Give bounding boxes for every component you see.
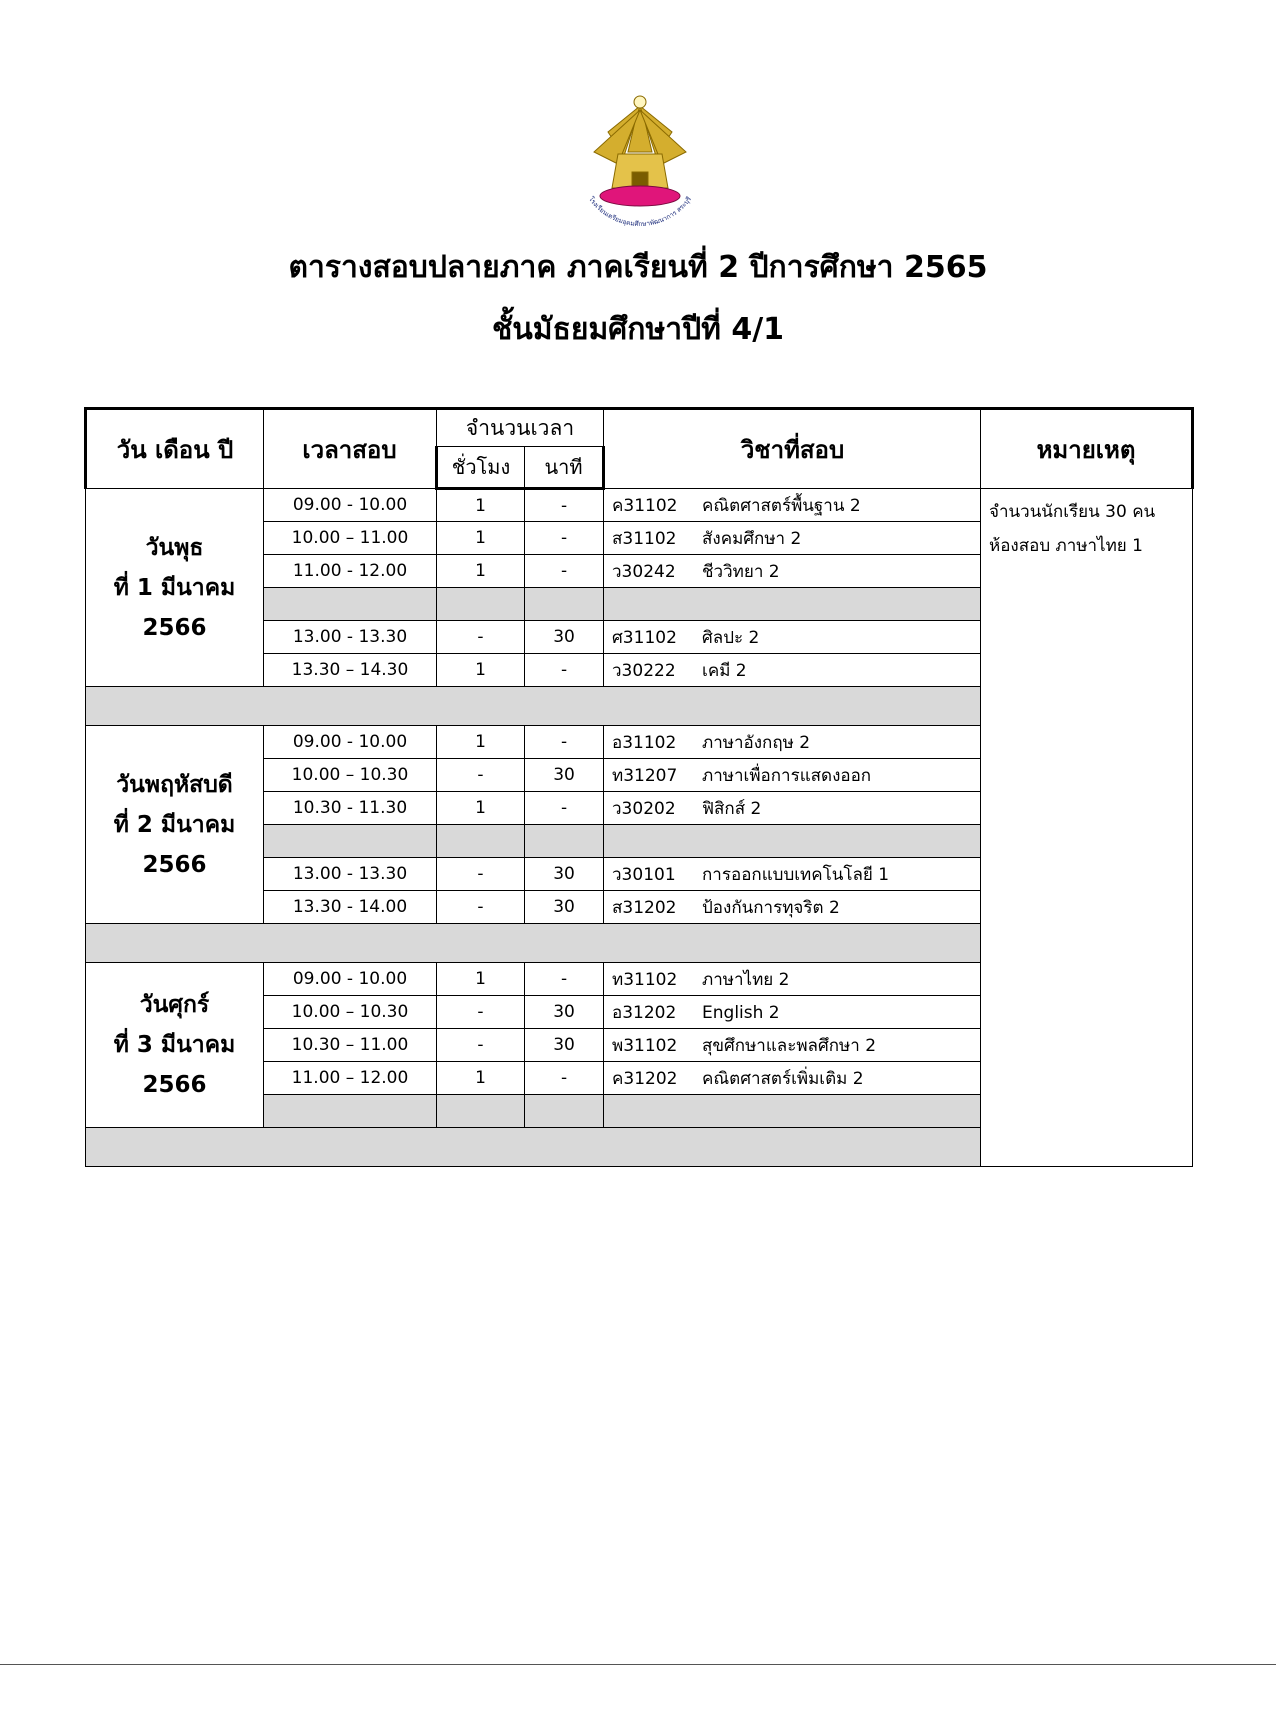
page-bottom-divider [0, 1664, 1276, 1665]
emblem-text: โรงเรียนเตรียมอุดมศึกษาพัฒนาการ สระบุรี [587, 195, 693, 228]
header-hours: ชั่วโมง [437, 447, 525, 489]
subject-code: ว30222 [612, 660, 676, 681]
day-name: วันศุกร์ [139, 992, 210, 1018]
subject-cell [604, 963, 981, 996]
break-cell [264, 825, 437, 858]
subject-cell [604, 996, 981, 1029]
subject-code: ว30101 [612, 864, 676, 885]
subject-cell [604, 489, 981, 522]
break-cell [604, 588, 981, 621]
remark-cell [981, 489, 1193, 1167]
subject-name: คณิตศาสตร์เพิ่มเติม 2 [702, 1068, 864, 1089]
subject-name: ป้องกันการทุจริต 2 [702, 897, 840, 918]
hours-cell: 1 [437, 654, 525, 687]
minutes-cell: 30 [525, 996, 604, 1029]
day-year: 2566 [142, 851, 207, 878]
subject-cell [604, 792, 981, 825]
remark-students: จำนวนนักเรียน 30 คน [989, 502, 1156, 522]
table-row [86, 489, 1193, 522]
minutes-cell: - [525, 489, 604, 522]
hours-cell: 1 [437, 489, 525, 522]
subject-cell [604, 891, 981, 924]
day-cell [86, 489, 264, 687]
hours-cell: 1 [437, 1062, 525, 1095]
break-cell [525, 588, 604, 621]
break-cell [264, 1095, 437, 1128]
time-cell: 10.00 – 10.30 [264, 759, 437, 792]
subject-cell [604, 522, 981, 555]
minutes-cell: 30 [525, 1029, 604, 1062]
subject-cell [604, 621, 981, 654]
subject-name: เคมี 2 [702, 660, 747, 681]
hours-cell: - [437, 621, 525, 654]
subject-code: ส31202 [612, 897, 677, 918]
subject-code: อ31202 [612, 1002, 677, 1023]
time-cell: 10.30 – 11.00 [264, 1029, 437, 1062]
minutes-cell: - [525, 522, 604, 555]
break-cell [604, 1095, 981, 1128]
subject-cell [604, 759, 981, 792]
subject-name: English 2 [702, 1002, 780, 1023]
subject-code: ว30202 [612, 798, 676, 819]
hours-cell: - [437, 1029, 525, 1062]
time-cell: 09.00 - 10.00 [264, 489, 437, 522]
break-cell [525, 1095, 604, 1128]
minutes-cell: 30 [525, 621, 604, 654]
separator-cell [86, 687, 981, 726]
hours-cell: 1 [437, 792, 525, 825]
time-cell: 11.00 - 12.00 [264, 555, 437, 588]
minutes-cell: 30 [525, 759, 604, 792]
subject-name: ฟิสิกส์ 2 [702, 798, 762, 819]
remark-room: ห้องสอบ ภาษาไทย 1 [989, 536, 1143, 556]
exam-schedule-table [84, 407, 1194, 1167]
day-name: วันพุธ [145, 534, 204, 561]
minutes-cell: 30 [525, 858, 604, 891]
hours-cell: - [437, 891, 525, 924]
subject-name: ชีววิทยา 2 [702, 561, 780, 582]
hours-cell: 1 [437, 963, 525, 996]
break-cell [437, 588, 525, 621]
school-emblem-icon [568, 92, 712, 232]
subject-cell [604, 555, 981, 588]
page-title: ตารางสอบปลายภาค ภาคเรียนที่ 2 ปีการศึกษา 2565 [288, 250, 988, 285]
header-duration: จำนวนเวลา [437, 409, 604, 447]
subject-code: ค31202 [612, 1068, 678, 1089]
day-date: ที่ 2 มีนาคม [113, 811, 236, 838]
break-cell [437, 825, 525, 858]
header-time: เวลาสอบ [264, 409, 437, 489]
subject-name: ศิลปะ 2 [702, 627, 760, 648]
subject-code: พ31102 [612, 1035, 678, 1056]
time-cell: 09.00 - 10.00 [264, 726, 437, 759]
time-cell: 13.30 – 14.30 [264, 654, 437, 687]
subject-name: ภาษาเพื่อการแสดงออก [702, 765, 872, 786]
page-subtitle: ชั้นมัธยมศึกษาปีที่ 4/1 [491, 312, 785, 347]
day-name: วันพฤหัสบดี [116, 771, 233, 798]
subject-name: การออกแบบเทคโนโลยี 1 [702, 864, 890, 885]
subject-name: ภาษาอังกฤษ 2 [702, 732, 811, 753]
separator-cell [86, 1128, 981, 1167]
time-cell: 13.30 - 14.00 [264, 891, 437, 924]
subject-cell [604, 858, 981, 891]
day-cell [86, 726, 264, 924]
subject-code: ศ31102 [612, 627, 677, 648]
subject-name: ภาษาไทย 2 [702, 969, 790, 990]
hours-cell: - [437, 759, 525, 792]
day-year: 2566 [142, 1072, 207, 1098]
subject-code: อ31102 [612, 732, 677, 753]
day-date: ที่ 3 มีนาคม [113, 1032, 236, 1058]
minutes-cell: - [525, 555, 604, 588]
subject-name: สังคมศึกษา 2 [702, 528, 802, 549]
subject-name: สุขศึกษาและพลศึกษา 2 [702, 1035, 877, 1056]
break-cell [264, 588, 437, 621]
header-remark: หมายเหตุ [981, 409, 1193, 489]
hours-cell: 1 [437, 555, 525, 588]
subject-code: ว30242 [612, 561, 676, 582]
day-year: 2566 [142, 614, 207, 641]
subject-name: คณิตศาสตร์พื้นฐาน 2 [702, 495, 861, 516]
separator-cell [86, 924, 981, 963]
subject-code: ค31102 [612, 495, 678, 516]
hours-cell: - [437, 996, 525, 1029]
subject-cell [604, 726, 981, 759]
minutes-cell: - [525, 1062, 604, 1095]
minutes-cell: - [525, 963, 604, 996]
header-minutes: นาที [525, 447, 604, 489]
minutes-cell: - [525, 792, 604, 825]
break-cell [437, 1095, 525, 1128]
time-cell: 13.00 - 13.30 [264, 621, 437, 654]
minutes-cell: 30 [525, 891, 604, 924]
time-cell: 09.00 - 10.00 [264, 963, 437, 996]
time-cell: 11.00 – 12.00 [264, 1062, 437, 1095]
break-cell [604, 825, 981, 858]
time-cell: 10.00 – 11.00 [264, 522, 437, 555]
subject-cell [604, 1062, 981, 1095]
hours-cell: 1 [437, 726, 525, 759]
header-subject: วิชาที่สอบ [604, 409, 981, 489]
subject-cell [604, 654, 981, 687]
minutes-cell: - [525, 726, 604, 759]
subject-cell [604, 1029, 981, 1062]
minutes-cell: - [525, 654, 604, 687]
subject-code: ท31207 [612, 765, 678, 786]
subject-code: ส31102 [612, 528, 677, 549]
subject-code: ท31102 [612, 969, 678, 990]
time-cell: 13.00 - 13.30 [264, 858, 437, 891]
hours-cell: - [437, 858, 525, 891]
day-date: ที่ 1 มีนาคม [113, 574, 236, 601]
header-date: วัน เดือน ปี [86, 409, 264, 489]
time-cell: 10.30 - 11.30 [264, 792, 437, 825]
day-cell [86, 963, 264, 1128]
hours-cell: 1 [437, 522, 525, 555]
break-cell [525, 825, 604, 858]
time-cell: 10.00 – 10.30 [264, 996, 437, 1029]
